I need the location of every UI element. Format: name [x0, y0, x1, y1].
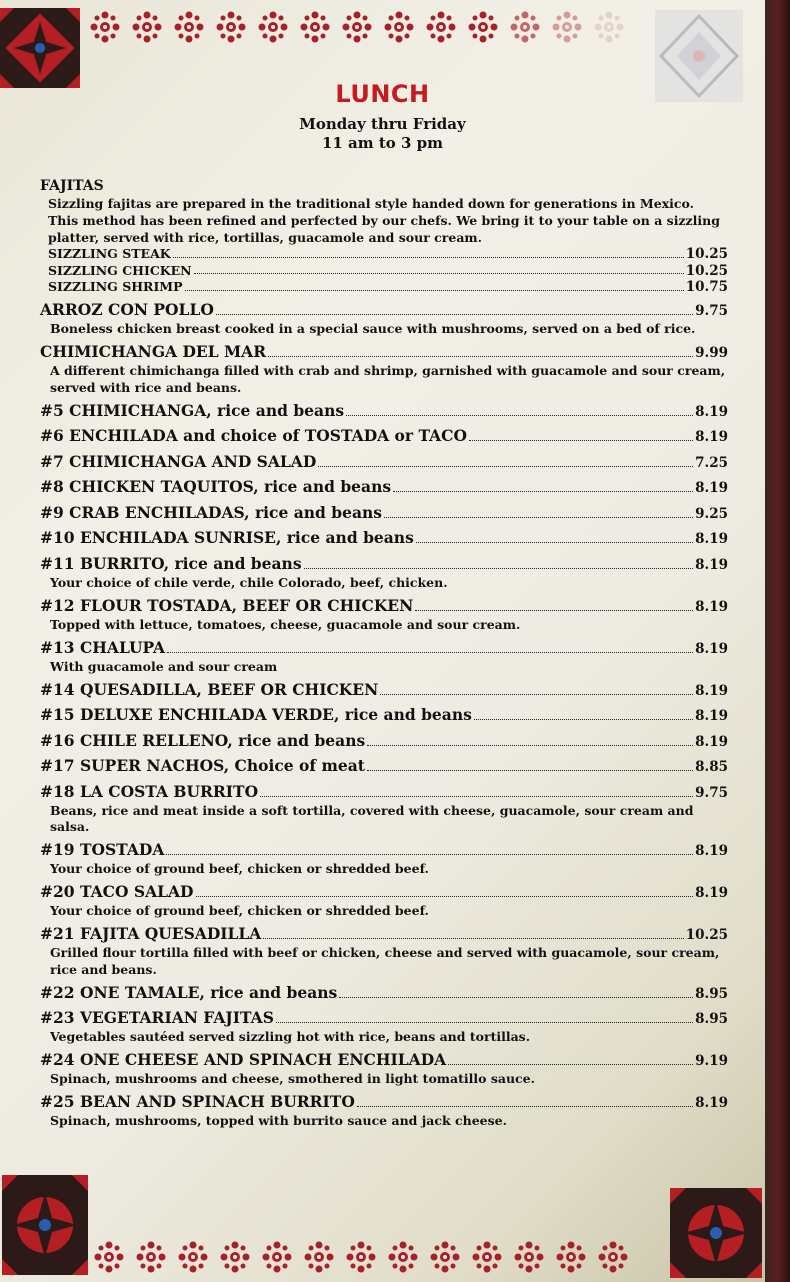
menu-item-name: #8 CHICKEN TAQUITOS, rice and beans [40, 477, 392, 496]
menu-item [40, 426, 728, 447]
ornament-motif [466, 8, 500, 50]
menu-item-price: 8.19 [695, 885, 728, 901]
leader-dots [196, 896, 694, 897]
leader-dots [393, 491, 693, 492]
menu-item [40, 1092, 728, 1130]
menu-item [40, 528, 728, 549]
ornament-border-top [88, 8, 626, 50]
leader-dots [384, 517, 693, 518]
menu-item-name: #24 ONE CHEESE AND SPINACH ENCHILADA [40, 1050, 447, 1069]
menu-item-description: Spinach, mushrooms and cheese, smothered in light tomatillo sauce. [50, 1071, 535, 1086]
menu-item-price: 9.99 [695, 345, 728, 361]
ornament-motif [382, 8, 416, 50]
menu-item [40, 731, 728, 752]
menu-item-name: #5 CHIMICHANGA, rice and beans [40, 400, 345, 420]
ornament-motif [554, 1238, 588, 1280]
ornament-border-bottom [92, 1238, 630, 1280]
menu-item [40, 503, 728, 524]
leader-dots [367, 770, 693, 771]
menu-item-price: 8.19 [695, 682, 728, 699]
menu-item-name: #23 VEGETARIAN FAJITAS [40, 1008, 274, 1027]
menu-item-price: 8.19 [695, 843, 728, 859]
menu-item-price: 9.19 [695, 1053, 728, 1069]
menu-item-name: #19 TOSTADA [40, 840, 165, 859]
fajita-option-name: SIZZLING STEAK [48, 246, 171, 261]
fajita-option-row [48, 263, 728, 280]
leader-dots [380, 694, 693, 695]
talavera-tile-bottom-right [670, 1188, 762, 1278]
menu-item-description: Beans, rice and meat inside a soft tortilla, covered with cheese, guacamole, sour cream and salsa. [50, 802, 694, 834]
menu-item-description: Boneless chicken breast cooked in a special sauce with mushrooms, served on a bed of rice. [50, 321, 696, 336]
talavera-tile-bottom-left [2, 1175, 88, 1275]
menu-item [40, 477, 728, 498]
menu-item-price: 8.85 [695, 759, 728, 775]
fajitas-title: FAJITAS [40, 178, 104, 194]
leader-dots [318, 466, 693, 467]
menu-item-description: Your choice of ground beef, chicken or shredded beef. [50, 861, 429, 876]
menu-item-price: 8.19 [695, 556, 728, 573]
menu-item-description: Topped with lettuce, tomatoes, cheese, guacamole and sour cream. [50, 616, 521, 632]
lunch-days: Monday thru Friday [299, 115, 466, 133]
ornament-motif [344, 1238, 378, 1280]
menu-item-price: 9.25 [695, 505, 728, 522]
menu-item [40, 882, 728, 920]
page-title: LUNCH [335, 80, 430, 108]
leader-dots [167, 652, 693, 653]
menu-cover-spine [765, 0, 790, 1282]
ornament-motif [260, 1238, 294, 1280]
fajitas-section [40, 178, 728, 296]
menu-item-description: Grilled flour tortilla filled with beef or chicken, cheese and served with guacamole, sour cream, rice and beans. [50, 945, 720, 977]
menu-item-description: Your choice of ground beef, chicken or shredded beef. [50, 903, 429, 918]
fajita-option-price: 10.25 [685, 262, 728, 279]
ornament-motif [298, 8, 332, 50]
menu-item-name: #16 CHILE RELLENO, rice and beans [40, 730, 366, 750]
menu-item-price: 8.19 [695, 403, 728, 420]
leader-dots [304, 568, 694, 569]
menu-item-name: #9 CRAB ENCHILADAS, rice and beans [40, 502, 382, 522]
ornament-motif [596, 1238, 630, 1280]
leader-dots [263, 938, 683, 939]
fajita-option-name: SIZZLING SHRIMP [48, 279, 183, 294]
menu-item-price: 10.25 [685, 927, 728, 943]
lunch-hours: 11 am to 3 pm [321, 134, 444, 152]
ornament-motif [592, 8, 626, 50]
leader-dots [469, 440, 693, 441]
menu-item [40, 782, 728, 836]
menu-item-price: 7.25 [695, 454, 728, 471]
fajita-option-row [48, 279, 728, 296]
leader-dots [260, 796, 693, 797]
ornament-motif [176, 1238, 210, 1280]
menu-item-price: 8.19 [695, 598, 728, 615]
menu-item-name: #20 TACO SALAD [40, 882, 194, 901]
menu-item-price: 9.75 [695, 303, 728, 319]
menu-list [40, 178, 728, 1130]
menu-item-price: 8.19 [695, 640, 728, 657]
fajitas-options [40, 246, 728, 296]
leader-dots [367, 745, 693, 746]
leader-dots [448, 1064, 693, 1065]
menu-item [40, 596, 728, 634]
menu-item-name: #14 QUESADILLA, BEEF OR CHICKEN [40, 679, 379, 699]
menu-item-name: #21 FAJITA QUESADILLA [40, 924, 262, 943]
fajita-option-price: 10.75 [685, 279, 728, 295]
leader-dots [474, 719, 693, 720]
leader-dots [357, 1106, 693, 1107]
talavera-tile-top-left [0, 8, 80, 88]
leader-dots [276, 1022, 693, 1023]
menu-item-name: #22 ONE TAMALE, rice and beans [40, 982, 338, 1002]
menu-item-price: 8.19 [695, 708, 728, 724]
leader-dots [173, 246, 684, 258]
ornament-motif [134, 1238, 168, 1280]
menu-item-price: 8.19 [695, 480, 728, 496]
menu-item-name: #17 SUPER NACHOS, Choice of meat [40, 756, 365, 775]
ornament-motif [172, 8, 206, 50]
menu-item [40, 983, 728, 1004]
ornament-motif [340, 8, 374, 50]
leader-dots [194, 263, 684, 275]
leader-dots [415, 610, 693, 611]
menu-item-name: CHIMICHANGA DEL MAR [40, 342, 267, 361]
menu-item-price: 8.19 [695, 733, 728, 750]
menu-item-price: 8.95 [695, 1011, 728, 1027]
menu-item-description: Spinach, mushrooms, topped with burrito sauce and jack cheese. [50, 1113, 507, 1128]
menu-item-description: A different chimichanga filled with crab and shrimp, garnished with guacamole and sour cream, served with rice and beans. [50, 363, 726, 395]
menu-item [40, 300, 728, 338]
leader-dots [166, 854, 693, 855]
menu-items [40, 300, 728, 1130]
menu-item-name: #13 CHALUPA [40, 637, 166, 657]
ornament-motif [470, 1238, 504, 1280]
leader-dots [268, 356, 693, 357]
menu-item-description: Vegetables sautéed served sizzling hot with rice, beans and tortillas. [50, 1029, 531, 1044]
menu-item [40, 401, 728, 422]
leader-dots [339, 997, 693, 998]
ornament-motif [256, 8, 290, 50]
menu-item [40, 1050, 728, 1088]
ornament-motif [424, 8, 458, 50]
ornament-motif [218, 1238, 252, 1280]
menu-item-price: 8.19 [695, 429, 728, 445]
menu-item [40, 840, 728, 878]
menu-item-name: ARROZ CON POLLO [40, 300, 214, 319]
fajita-option-row [48, 246, 728, 263]
leader-dots [346, 415, 693, 416]
ornament-motif [386, 1238, 420, 1280]
menu-item-price: 9.75 [695, 784, 728, 801]
ornament-motif [508, 8, 542, 50]
leader-dots [416, 542, 693, 543]
menu-item-description: Your choice of chile verde, chile Colorado, beef, chicken. [50, 574, 448, 590]
menu-item [40, 705, 728, 726]
leader-dots [185, 279, 684, 291]
menu-item-name: #18 LA COSTA BURRITO [40, 781, 259, 801]
ornament-motif [130, 8, 164, 50]
menu-item-price: 8.19 [695, 531, 728, 547]
ornament-motif [512, 1238, 546, 1280]
ornament-motif [550, 8, 584, 50]
menu-item [40, 1008, 728, 1046]
menu-item-price: 8.95 [695, 985, 728, 1002]
fajitas-description: Sizzling fajitas are prepared in the traditional style handed down for generations in Mexico. This method has been refined and perfected by our chefs. We bring it to your table on a sizzling platter, served with rice, tortillas, guacamole and sour cream. [48, 196, 720, 245]
menu-item [40, 756, 728, 777]
menu-item-description: With guacamole and sour cream [50, 658, 278, 674]
ornament-motif [88, 8, 122, 50]
ornament-motif [428, 1238, 462, 1280]
menu-item-name: #11 BURRITO, rice and beans [40, 553, 302, 573]
fajita-option-name: SIZZLING CHICKEN [48, 262, 192, 278]
leader-dots [216, 314, 693, 315]
menu-item [40, 638, 728, 676]
menu-item-price: 8.19 [695, 1095, 728, 1111]
ornament-motif [214, 8, 248, 50]
menu-item [40, 342, 728, 396]
fajita-option-price: 10.25 [685, 246, 728, 262]
menu-item [40, 554, 728, 592]
ornament-motif [92, 1238, 126, 1280]
menu-item [40, 680, 728, 701]
menu-item-name: #6 ENCHILADA and choice of TOSTADA or TACO [40, 426, 468, 445]
menu-item-name: #15 DELUXE ENCHILADA VERDE, rice and beans [40, 705, 472, 724]
menu-item-name: #12 FLOUR TOSTADA, BEEF OR CHICKEN [40, 595, 414, 615]
menu-item-name: #10 ENCHILADA SUNRISE, rice and beans [40, 528, 414, 547]
menu-item-name: #7 CHIMICHANGA AND SALAD [40, 451, 317, 471]
menu-item [40, 452, 728, 473]
menu-item [40, 924, 728, 978]
menu-item-name: #25 BEAN AND SPINACH BURRITO [40, 1092, 355, 1111]
ornament-motif [302, 1238, 336, 1280]
